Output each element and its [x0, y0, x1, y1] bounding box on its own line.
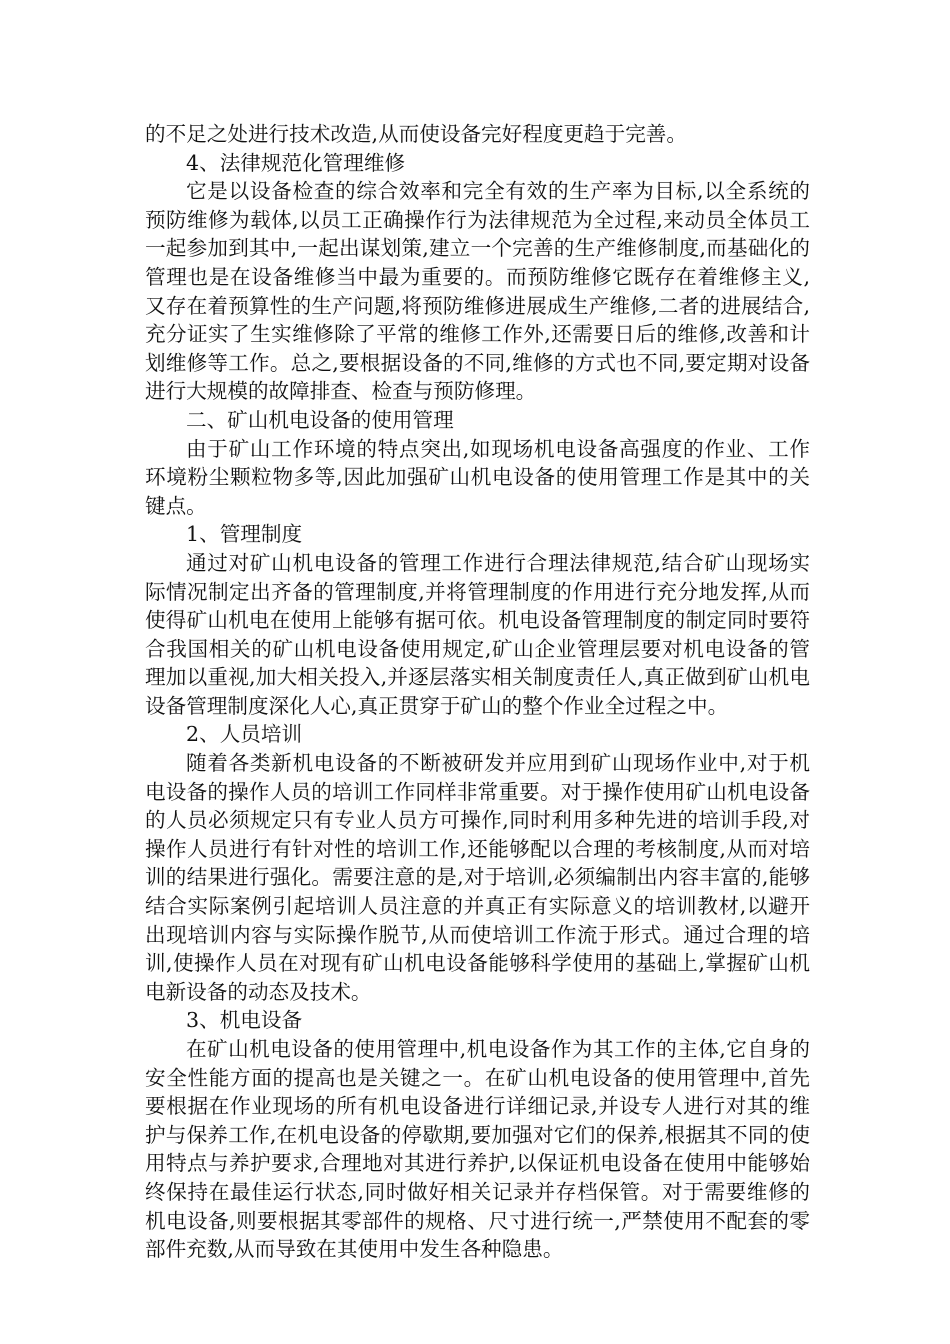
paragraph-continued: 的不足之处进行技术改造,从而使设备完好程度更趋于完善。 — [145, 122, 687, 146]
paragraph: 它是以设备检查的综合效率和完全有效的生产率为目标,以全系统的预防维修为载体,以员工正确操作行为法律规范为全过程,来动员全体员工一起参加到其中,一起出谋划策,建立一个完善的生产维修制度,而基础化的管理也是在设备维修当中最为重要的。而预防维修它既存在着维修主义,又存在着预算性的生产问题,将预防维修进展成生产维修,二者的进展结合,充分证实了生实维修除了平常的维修工作外,还需要日后的维修,改善和计划维修等工作。总之,要根据设备的不同,维修的方式也不同,要定期对设备进行大规模的故障排查、检查与预防修理。 — [145, 179, 810, 404]
section-heading-management-system: 1、管理制度 — [186, 522, 303, 547]
paragraph: 通过对矿山机电设备的管理工作进行合理法律规范,结合矿山现场实际情况制定出齐备的管理制度,并将管理制度的作用进行充分地发挥,从而使得矿山机电在使用上能够有据可依。机电设备管理制度的制定同时要符合我国相关的矿山机电设备使用规定,矿山企业管理层要对机电设备的管理加以重视,加大相关投入,并逐层落实相关制度责任人,真正做到矿山机电设备管理制度深化人心,真正贯穿于矿山的整个作业全过程之中。 — [145, 550, 810, 718]
document-body — [145, 120, 810, 1264]
section-heading-2: 二、矿山机电设备的使用管理 — [186, 407, 454, 432]
paragraph: 由于矿山工作环境的特点突出,如现场机电设备高强度的作业、工作环境粉尘颗粒物多等,因此加强矿山机电设备的使用管理工作是其中的关键点。 — [145, 436, 810, 518]
section-heading-equipment: 3、机电设备 — [186, 1008, 303, 1033]
section-heading-training: 2、人员培训 — [186, 722, 303, 747]
section-heading-4: 4、法律规范化管理维修 — [186, 150, 406, 175]
paragraph: 在矿山机电设备的使用管理中,机电设备作为其工作的主体,它自身的安全性能方面的提高也是关键之一。在矿山机电设备的使用管理中,首先要根据在作业现场的所有机电设备进行详细记录,并设专人进行对其的维护与保养工作,在机电设备的停歇期,要加强对它们的保养,根据其不同的使用特点与养护要求,合理地对其进行养护,以保证机电设备在使用中能够始终保持在最佳运行状态,同时做好相关记录并存档保管。对于需要维修的机电设备,则要根据其零部件的规格、尺寸进行统一,严禁使用不配套的零部件充数,从而导致在其使用中发生各种隐患。 — [145, 1037, 810, 1262]
paragraph: 随着各类新机电设备的不断被研发并应用到矿山现场作业中,对于机电设备的操作人员的培训工作同样非常重要。对于操作使用矿山机电设备的人员必须规定只有专业人员方可操作,同时利用多种先进的培训手段,对操作人员进行有针对性的培训工作,还能够配以合理的考核制度,从而对培训的结果进行强化。需要注意的是,对于培训,必须编制出内容丰富的,能够结合实际案例引起培训人员注意的并真正有实际意义的培训教材,以避开出现培训内容与实际操作脱节,从而使培训工作流于形式。通过合理的培训,使操作人员在对现有矿山机电设备能够科学使用的基础上,掌握矿山机电新设备的动态及技术。 — [145, 751, 810, 1004]
